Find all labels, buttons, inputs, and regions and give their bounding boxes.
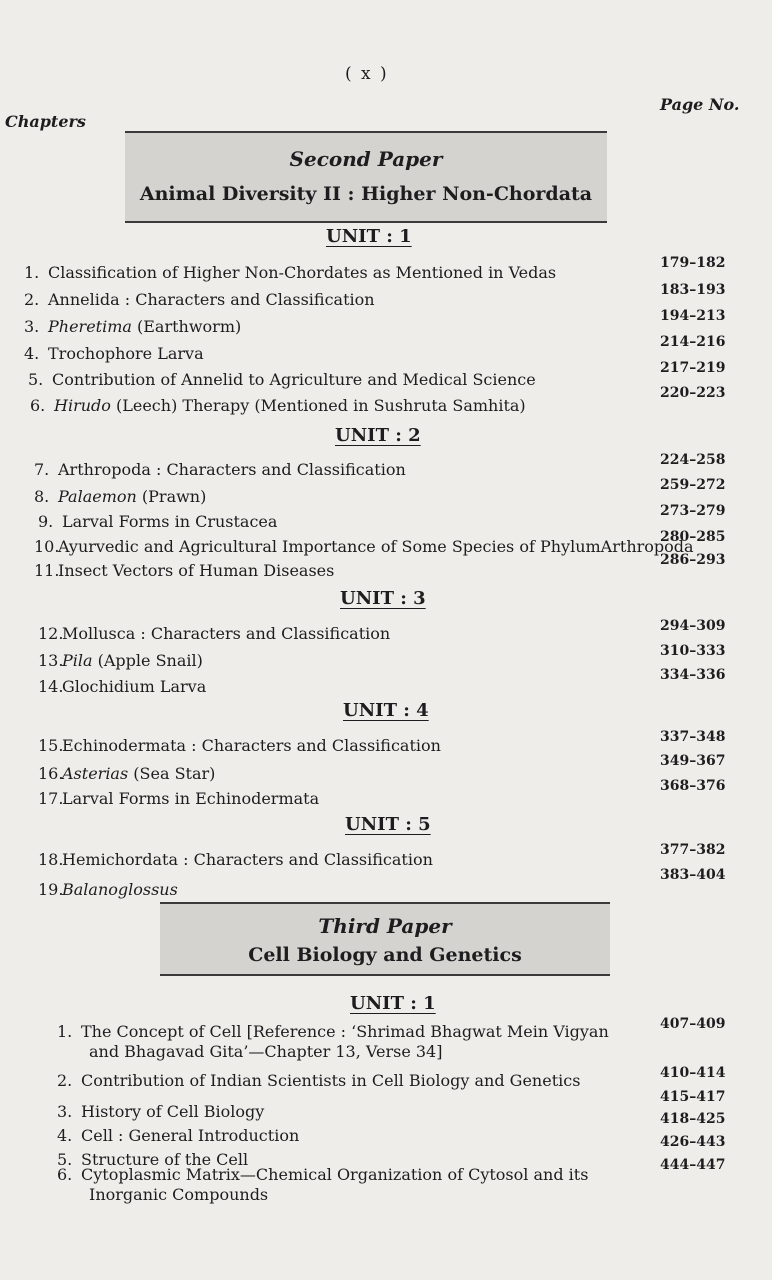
entry-italic-title: Pila [62,651,93,670]
toc-entry [38,850,433,870]
page-range: 183–193 [660,282,726,298]
entry-title: Glochidium Larva [62,677,207,696]
entry-number: 16. [38,764,64,783]
chapters-heading: Chapters [5,112,86,131]
toc-entry [24,344,204,364]
entry-number: 13. [38,651,64,670]
unit-heading: UNIT : 1 [350,993,436,1014]
entry-number: 3. [57,1102,73,1121]
entry-italic-title: Pheretima [48,317,132,336]
entry-title: Echinodermata : Characters and Classification [62,736,441,755]
entry-title: Cell : General Introduction [81,1126,300,1145]
page-range: 426–443 [660,1134,726,1150]
entry-title: The Concept of Cell [Reference : ‘Shrimad Bhagwat Mein Vigyan [81,1022,609,1041]
unit-heading: UNIT : 5 [345,814,431,835]
page-range: 217–219 [660,360,726,376]
toc-entry [34,561,334,581]
page-range: 415–417 [660,1089,726,1105]
page-no-heading: Page No. [660,95,740,114]
entry-italic-title: Balanoglossus [62,880,178,899]
page-range: 418–425 [660,1111,726,1127]
entry-title: Arthropoda : Characters and Classification [58,460,406,479]
entry-title: Insect Vectors of Human Diseases [58,561,335,580]
entry-number: 10. [34,537,60,556]
entry-title: Annelida : Characters and Classification [48,290,375,309]
unit-heading: UNIT : 4 [343,700,429,721]
page-range: 294–309 [660,618,726,634]
second-paper-header [125,131,607,223]
third-paper-label: Third Paper [318,914,452,938]
toc-entry [34,460,406,480]
toc-entry [38,736,441,756]
toc-entry [57,1022,609,1062]
entry-number: 14. [38,677,64,696]
unit-heading: UNIT : 2 [335,425,421,446]
page-range: 280–285 [660,529,726,545]
page-range: 259–272 [660,477,726,493]
entry-title: Trochophore Larva [48,344,204,363]
toc-entry [38,764,215,784]
toc-entry [38,677,206,697]
unit-heading: UNIT : 1 [326,226,412,247]
third-paper-header [160,902,610,976]
entry-number: 6. [30,396,46,415]
toc-entry [38,880,178,900]
entry-number: 1. [57,1022,73,1041]
page-range: 368–376 [660,778,726,794]
page-range: 224–258 [660,452,726,468]
entry-title: Contribution of Indian Scientists in Cell Biology and Genetics [81,1071,581,1090]
entry-number: 18. [38,850,64,869]
entry-number: 2. [57,1071,73,1090]
toc-entry [30,396,526,416]
entry-number: 4. [24,344,40,363]
entry-number: 1. [24,263,40,282]
page-range: 310–333 [660,643,726,659]
page-range: 220–223 [660,385,726,401]
entry-title: (Sea Star) [128,764,216,783]
entry-number: 17. [38,789,64,808]
toc-entry [38,624,390,644]
entry-number: 8. [34,487,50,506]
entry-number: 9. [38,512,54,531]
toc-entry [38,789,319,809]
entry-title: Structure of the Cell [81,1150,249,1169]
page-range: 349–367 [660,753,726,769]
page-range: 410–414 [660,1065,726,1081]
toc-entry [24,317,241,337]
entry-number: 2. [24,290,40,309]
entry-number: 11. [34,561,60,580]
entry-title: Cytoplasmic Matrix—Chemical Organization of Cytosol and its [81,1165,589,1184]
third-paper-title: Cell Biology and Genetics [248,944,522,966]
entry-title: Classification of Higher Non-Chordates as Mentioned in Vedas [48,263,557,282]
toc-entry [28,370,536,390]
page-range: 286–293 [660,552,726,568]
toc-entry [24,290,375,310]
page-range: 214–216 [660,334,726,350]
entry-title: (Leech) Therapy (Mentioned in Sushruta Samhita) [110,396,526,415]
page-range: 179–182 [660,255,726,271]
entry-number: 12. [38,624,64,643]
entry-number: 15. [38,736,64,755]
entry-title-continued: Inorganic Compounds [89,1185,269,1204]
toc-entry [38,512,277,532]
unit-heading: UNIT : 3 [340,588,426,609]
entry-title: (Prawn) [136,487,207,506]
entry-title: Hemichordata : Characters and Classification [62,850,433,869]
entry-number: 3. [24,317,40,336]
page-range: 383–404 [660,867,726,883]
toc-entry [57,1071,580,1091]
entry-italic-title: Hirudo [54,396,111,415]
entry-title: (Earthworm) [131,317,242,336]
entry-number: 6. [57,1165,73,1184]
page-range: 407–409 [660,1016,726,1032]
toc-entry [57,1102,264,1122]
entry-title: (Apple Snail) [92,651,203,670]
entry-number: 5. [28,370,44,389]
page-range: 377–382 [660,842,726,858]
toc-entry [34,487,206,507]
toc-entry [24,263,556,283]
page-range: 194–213 [660,308,726,324]
entry-number: 7. [34,460,50,479]
toc-entry [38,651,203,671]
entry-title: Larval Forms in Echinodermata [62,789,320,808]
entry-title: Larval Forms in Crustacea [62,512,278,531]
entry-title-continued: and Bhagavad Gita’—Chapter 13, Verse 34] [89,1042,443,1061]
entry-italic-title: Asterias [62,764,129,783]
entry-number: 5. [57,1150,73,1169]
page-range: 334–336 [660,667,726,683]
toc-entry [57,1126,299,1146]
page-number-roman: ( x ) [345,64,389,84]
entry-title: Ayurvedic and Agricultural Importance of Some Species of PhylumArthropoda [58,537,694,556]
page-range: 444–447 [660,1157,726,1173]
entry-italic-title: Palaemon [58,487,137,506]
second-paper-label: Second Paper [289,147,443,171]
entry-title: Mollusca : Characters and Classification [62,624,391,643]
entry-title: History of Cell Biology [81,1102,265,1121]
toc-entry [57,1165,588,1205]
toc-entry [34,537,694,557]
page-range: 337–348 [660,729,726,745]
entry-number: 4. [57,1126,73,1145]
second-paper-title: Animal Diversity II : Higher Non-Chordata [139,183,593,205]
page-range: 273–279 [660,503,726,519]
entry-title: Contribution of Annelid to Agriculture and Medical Science [52,370,536,389]
entry-number: 19. [38,880,64,899]
